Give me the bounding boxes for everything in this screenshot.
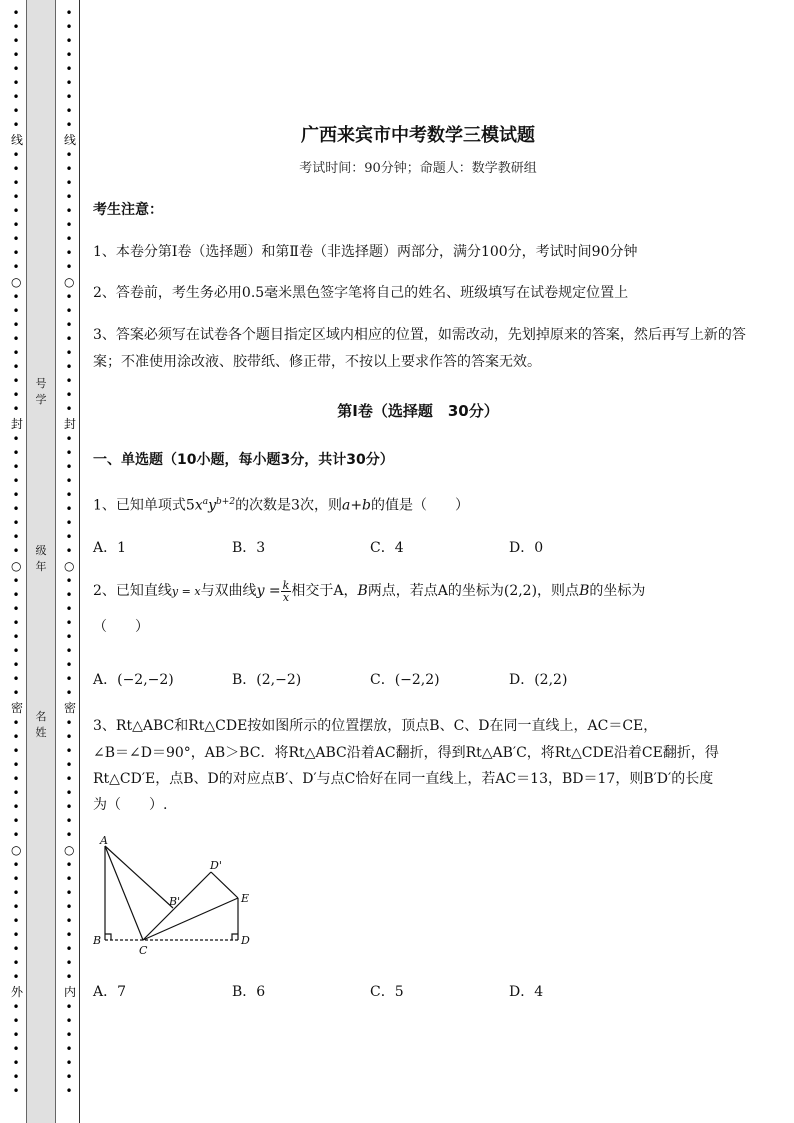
notice-item-2: 2、答卷前，考生务必用0.5毫米黑色签字笔将自己的姓名、班级填写在试卷规定位置上 bbox=[93, 285, 629, 301]
question-3-line-4: 为（ ）. bbox=[93, 797, 168, 813]
inner-label-nei: 内 bbox=[64, 985, 77, 999]
q2-option-d[interactable]: D．(2,2) bbox=[509, 672, 568, 688]
q3-option-c[interactable]: C．5 bbox=[370, 984, 404, 1000]
fig-label-E: E bbox=[241, 892, 250, 905]
field-grade: 级年 bbox=[35, 544, 47, 573]
outer-label-mi: 密 bbox=[11, 701, 24, 715]
fig-label-B: B bbox=[93, 934, 102, 947]
binding-margin bbox=[0, 0, 82, 1123]
outer-label-wai: 外 bbox=[11, 985, 24, 999]
q2-option-a[interactable]: A．(−2,−2) bbox=[93, 672, 174, 688]
circle-mark: ○ bbox=[64, 843, 75, 857]
question-3-line-1: 3、Rt△ABC和Rt△CDE按如图所示的位置摆放，顶点B、C、D在同一直线上，AC＝CE， bbox=[93, 718, 658, 734]
circle-mark: ○ bbox=[11, 843, 22, 857]
fig-label-D: D bbox=[241, 934, 250, 947]
fig-label-Dprime: D' bbox=[210, 859, 222, 872]
inner-label-xian: 线 bbox=[64, 133, 77, 147]
field-student-number: 号学 bbox=[35, 377, 47, 406]
section-heading: 一、单选题（10小题，每小题3分，共计30分） bbox=[93, 452, 394, 468]
page-title: 广西来宾市中考数学三模试题 bbox=[301, 125, 535, 146]
notice-heading: 考生注意： bbox=[93, 202, 163, 218]
question-2: 2、已知直线y = x与双曲线y = $\frac{k}{x}$ 相交于A，B两点，若点A的坐标为(2,2)，则点B的坐标为 bbox=[93, 578, 646, 604]
part1-title: 第Ⅰ卷（选择题 30分） bbox=[337, 402, 499, 420]
circle-mark: ○ bbox=[11, 275, 22, 289]
question-2-blank: （ ） bbox=[93, 619, 149, 635]
question-3-figure bbox=[93, 832, 263, 964]
circle-mark: ○ bbox=[64, 275, 75, 289]
fig-label-C: C bbox=[139, 944, 148, 957]
q2-option-b[interactable]: B．(2,−2) bbox=[232, 672, 302, 688]
outer-label-feng: 封 bbox=[11, 417, 24, 431]
q1-option-d[interactable]: D．0 bbox=[509, 540, 544, 556]
outer-dot-column: • • • • • • • • • 线 • • • • • • • • • ○ • • • • • • • • • 封 • • • • • • • • • ○ • • • • • • • • • 密 • • • • • • • • • ○ • • • • • • • • • 外 • • • • • • • bbox=[11, 6, 24, 1098]
q3-option-b[interactable]: B．6 bbox=[232, 984, 266, 1000]
circle-mark: ○ bbox=[64, 559, 75, 573]
fig-label-A: A bbox=[100, 834, 108, 847]
q1-option-a[interactable]: A．1 bbox=[93, 540, 127, 556]
notice-item-1: 1、本卷分第Ⅰ卷（选择题）和第Ⅱ卷（非选择题）两部分，满分100分，考试时间90分钟 bbox=[93, 244, 638, 260]
binding-line bbox=[79, 0, 80, 1123]
inner-dot-column: • • • • • • • • • 线 • • • • • • • • • ○ • • • • • • • • • 封 • • • • • • • • • ○ • • • • • • • • • 密 • • • • • • • • • ○ • • • • • • • • • 内 • • • • • • • bbox=[64, 6, 77, 1098]
q3-option-d[interactable]: D．4 bbox=[509, 984, 544, 1000]
inner-label-feng: 封 bbox=[64, 417, 77, 431]
question-3-line-2: ∠B＝∠D＝90°，AB＞BC．将Rt△ABC沿着AC翻折，得到Rt△AB′C，将Rt△CDE沿着CE翻折，得 bbox=[93, 745, 719, 761]
q1-option-c[interactable]: C．4 bbox=[370, 540, 404, 556]
notice-item-3: 3、答案必须写在试卷各个题目指定区域内相应的位置，如需改动，先划掉原来的答案，然后再写上新的答案；不准使用涂改液、胶带纸、修正带，不按以上要求作答的答案无效。 bbox=[93, 327, 746, 370]
exam-subtitle: 考试时间：90分钟；命题人：数学教研组 bbox=[299, 161, 537, 176]
question-1: 1、已知单项式$5x^ay^{b+2}$的次数是3次，则a+b的值是（ ） bbox=[93, 497, 470, 514]
outer-label-xian: 线 bbox=[11, 133, 24, 147]
circle-mark: ○ bbox=[11, 559, 22, 573]
inner-label-mi: 密 bbox=[64, 701, 77, 715]
fig-label-Bprime: B' bbox=[169, 895, 181, 908]
fraction-k-over-x: $\frac{k}{x}$ bbox=[282, 578, 290, 604]
q1-option-b[interactable]: B．3 bbox=[232, 540, 266, 556]
q3-option-a[interactable]: A．7 bbox=[93, 984, 127, 1000]
question-3-line-3: Rt△CD′E，点B、D的对应点B′、D′与点C恰好在同一直线上，若AC＝13，BD＝17，则B′D′的长度 bbox=[93, 771, 714, 787]
q2-option-c[interactable]: C．(−2,2) bbox=[370, 672, 440, 688]
field-name: 名姓 bbox=[35, 710, 47, 739]
